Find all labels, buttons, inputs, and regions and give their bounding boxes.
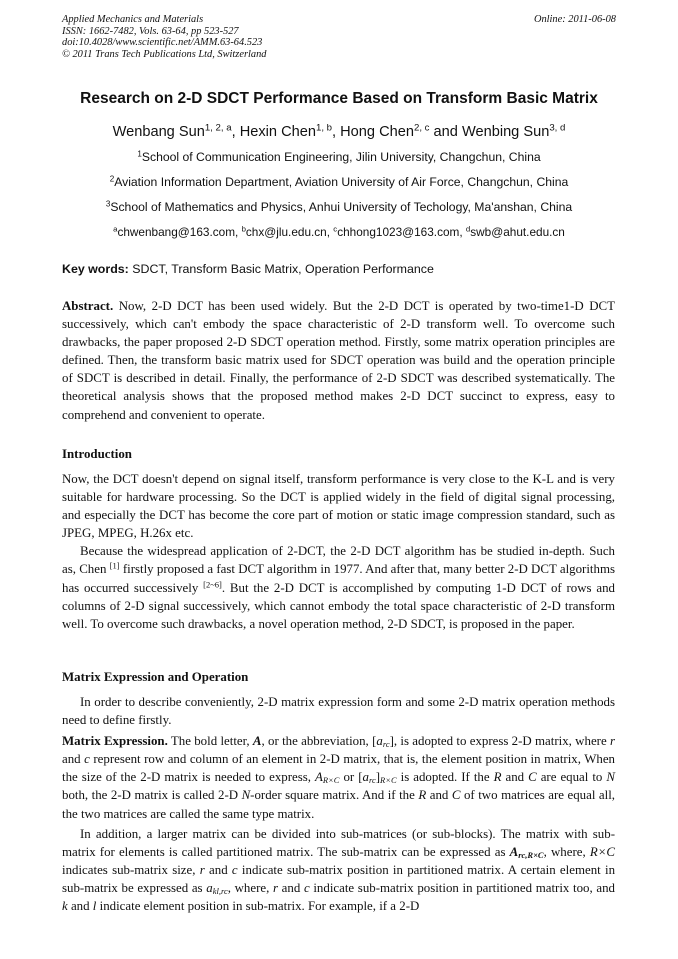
math-symbol: A bbox=[252, 734, 262, 749]
matrix-paragraph-2 bbox=[62, 732, 615, 822]
paragraph-label: Matrix Expression. bbox=[62, 734, 168, 749]
author-sep: , bbox=[231, 124, 240, 140]
copyright-line: © 2011 Trans Tech Publications Ltd, Switzerland bbox=[62, 48, 267, 60]
intro-paragraph-2 bbox=[62, 542, 615, 632]
author-sup: 1, b bbox=[315, 122, 333, 134]
email-mark: a bbox=[113, 224, 118, 234]
affiliation-text: Aviation Information Department, Aviation University of Air Force, Changchun, China bbox=[114, 175, 569, 189]
math-symbol: c bbox=[84, 752, 90, 767]
math-symbol: R bbox=[418, 788, 427, 803]
math-symbol: c bbox=[231, 862, 238, 877]
text-run: are equal to bbox=[536, 770, 607, 785]
author-name: Hexin Chen bbox=[239, 124, 316, 140]
text-run: , or the abbreviation, [ bbox=[261, 734, 377, 749]
text-run: represent row and column of an element in 2-D matrix, that is, the element position in matrix, When the size of the 2-D matrix is needed to express, bbox=[62, 752, 616, 785]
math-subscript: rc,R×C bbox=[518, 849, 544, 860]
keywords-label: Key words: bbox=[62, 262, 129, 276]
text-run: indicate sub-matrix position in partitioned matrix too, and bbox=[309, 880, 615, 895]
text-run: firstly proposed a fast DCT algorithm in 1977. And after that, many better 2-D DCT algorithms has occurred successively bbox=[62, 562, 615, 595]
text-run: and bbox=[426, 788, 452, 803]
math-symbol: C bbox=[528, 770, 537, 785]
affiliation-mark: 2 bbox=[109, 174, 115, 184]
text-run: or [ bbox=[339, 770, 363, 785]
text-run: In addition, a larger matrix can be divided into sub-matrices (or sub-blocks). The matrix with sub-matrix for elements is called partitioned matrix. The sub-matrix can be expressed as bbox=[62, 826, 615, 859]
author-name: Wenbing Sun bbox=[461, 124, 550, 140]
math-symbol: r bbox=[272, 880, 279, 895]
text-run: The bold letter, bbox=[167, 734, 253, 749]
math-symbol: k bbox=[62, 899, 68, 914]
text-run: and bbox=[501, 770, 529, 785]
affiliation-2 bbox=[0, 175, 678, 189]
email-mark: d bbox=[465, 224, 471, 234]
abstract-block bbox=[62, 297, 615, 424]
matrix-paragraph-1: In order to describe conveniently, 2-D matrix expression form and some 2-D matrix operation methods need to define firstly. bbox=[62, 695, 615, 728]
keywords bbox=[62, 262, 616, 276]
math-symbol: C bbox=[451, 788, 461, 803]
math-symbol: R bbox=[493, 770, 502, 785]
text-run: indicate sub-matrix position in partitioned matrix. A certain element in sub-matrix be expressed as bbox=[62, 862, 616, 895]
matrix-section bbox=[62, 668, 615, 915]
section-heading-matrix: Matrix Expression and Operation bbox=[62, 670, 249, 684]
math-symbol: R×C bbox=[589, 844, 615, 859]
math-symbol: A bbox=[509, 844, 519, 859]
abstract bbox=[62, 297, 615, 424]
paper-title: Research on 2-D SDCT Performance Based on Transform Basic Matrix bbox=[80, 90, 598, 107]
text-run: , where, bbox=[543, 844, 590, 859]
email-mark: c bbox=[333, 224, 338, 234]
math-symbol: a bbox=[376, 734, 383, 749]
text-run: of two matrices are equal all, the two matrices are called the same type matrix. bbox=[62, 788, 616, 821]
affiliation-text: School of Communication Engineering, Jilin University, Changchun, China bbox=[141, 150, 541, 164]
doi-line: doi:10.4028/www.scientific.net/AMM.63-64.523 bbox=[62, 37, 263, 49]
keywords-text: SDCT, Transform Basic Matrix, Operation Performance bbox=[128, 262, 434, 276]
affiliation-text: School of Mathematics and Physics, Anhui University of Techology, Ma'anshan, China bbox=[110, 200, 573, 214]
text-run: . But the 2-D DCT is accomplished by computing 1-D DCT of rows and columns of 2-D signal successively, which cannot embody the total space characteristic of 2-D transform well. To overcome such drawbacks, a novel operation method, 2-D SDCT, is proposed in the paper. bbox=[62, 580, 615, 631]
text-run: and bbox=[62, 752, 85, 767]
journal-name: Applied Mechanics and Materials bbox=[62, 14, 204, 25]
issn-line: ISSN: 1662-7482, Vols. 63-64, pp 523-527 bbox=[62, 25, 239, 37]
math-symbol: A bbox=[314, 770, 323, 785]
email-address: chx@jlu.edu.cn, bbox=[245, 225, 334, 239]
abstract-label: Abstract. bbox=[62, 299, 114, 313]
online-date: Online: 2011-06-08 bbox=[533, 14, 616, 25]
math-subscript: R×C bbox=[380, 775, 397, 786]
text-run: both, the 2-D matrix is called 2-D bbox=[62, 788, 242, 803]
introduction-section bbox=[62, 445, 615, 633]
email-address: swb@ahut.edu.cn bbox=[470, 225, 565, 239]
email-address: chwenbang@163.com, bbox=[117, 225, 242, 239]
math-subscript: kl,rc bbox=[212, 886, 228, 897]
math-symbol: a bbox=[206, 880, 213, 895]
math-symbol: N bbox=[241, 788, 251, 803]
math-subscript: rc bbox=[382, 739, 390, 750]
text-run: Because the widespread application of 2-DCT, the 2-D DCT algorithm has be studied in-depth. Such as, Chen bbox=[62, 544, 615, 577]
affiliation-3 bbox=[0, 200, 678, 214]
text-run: -order square matrix. And if the bbox=[250, 788, 419, 803]
text-run: indicates sub-matrix size, bbox=[62, 862, 200, 877]
text-run: indicate element position in sub-matrix. For example, if a 2-D bbox=[96, 899, 420, 914]
email-address: chhong1023@163.com, bbox=[337, 225, 466, 239]
author-list bbox=[0, 124, 678, 140]
math-subscript: rc bbox=[368, 775, 376, 786]
citation: [2~6] bbox=[203, 578, 222, 589]
citation: [1] bbox=[109, 560, 120, 571]
math-symbol: r bbox=[609, 734, 616, 749]
abstract-text: Now, 2-D DCT has been used widely. But the 2-D DCT is operated by two-time1-D DCT successively, which can't embody the space characteristic of 2-D transform well. To overcome such drawbacks, the paper proposed 2-D SDCT operation method. Firstly, some matrix operation principles are defined. Then, the transform basic matrix used for SDCT operation was build and the operation principle of SDCT is described in detail. Finally, the performance of 2-D SDCT was described systematically. The theoretical analysis shows that the proposed method makes 2-D DCT succinct to express, easy to comprehend and convenient to operate. bbox=[62, 299, 615, 422]
matrix-paragraph-3 bbox=[62, 825, 615, 915]
math-symbol: c bbox=[303, 880, 310, 895]
author-name: Wenbang Sun bbox=[112, 124, 205, 140]
author-sup: 2, c bbox=[413, 122, 430, 134]
author-name: Hong Chen bbox=[340, 124, 414, 140]
email-mark: b bbox=[241, 224, 246, 234]
text-run: and bbox=[204, 862, 232, 877]
text-run: ], is adopted to express 2-D matrix, where bbox=[389, 734, 610, 749]
math-symbol: l bbox=[92, 899, 97, 914]
author-sup: 3, d bbox=[549, 122, 566, 134]
math-subscript: R×C bbox=[322, 775, 340, 786]
text-run: and bbox=[278, 880, 304, 895]
text-run: is adopted. If the bbox=[396, 770, 494, 785]
intro-paragraph-1: Now, the DCT doesn't depend on signal itself, transform performance is very close to the K-L and is very suitable for hardware processing. So the DCT is applied widely in the field of digital signal processing, and especially the DCT has become the core part of motion or static image compression standard, such as JPEG, MPEG, H.26x etc. bbox=[62, 472, 615, 541]
running-header bbox=[62, 14, 616, 60]
author-sep: and bbox=[429, 124, 462, 140]
math-symbol: a bbox=[362, 770, 369, 785]
text-run: , where, bbox=[227, 880, 273, 895]
math-symbol: r bbox=[199, 862, 205, 877]
author-sep: , bbox=[332, 124, 341, 140]
text-run: and bbox=[67, 899, 93, 914]
math-symbol: N bbox=[606, 770, 615, 785]
section-heading-introduction: Introduction bbox=[62, 447, 132, 461]
email-list bbox=[0, 225, 678, 239]
affiliation-1 bbox=[0, 150, 678, 164]
text-run: ] bbox=[375, 770, 381, 785]
author-sup: 1, 2, a bbox=[204, 122, 232, 134]
affiliation-mark: 1 bbox=[137, 149, 142, 159]
affiliation-mark: 3 bbox=[105, 199, 111, 209]
